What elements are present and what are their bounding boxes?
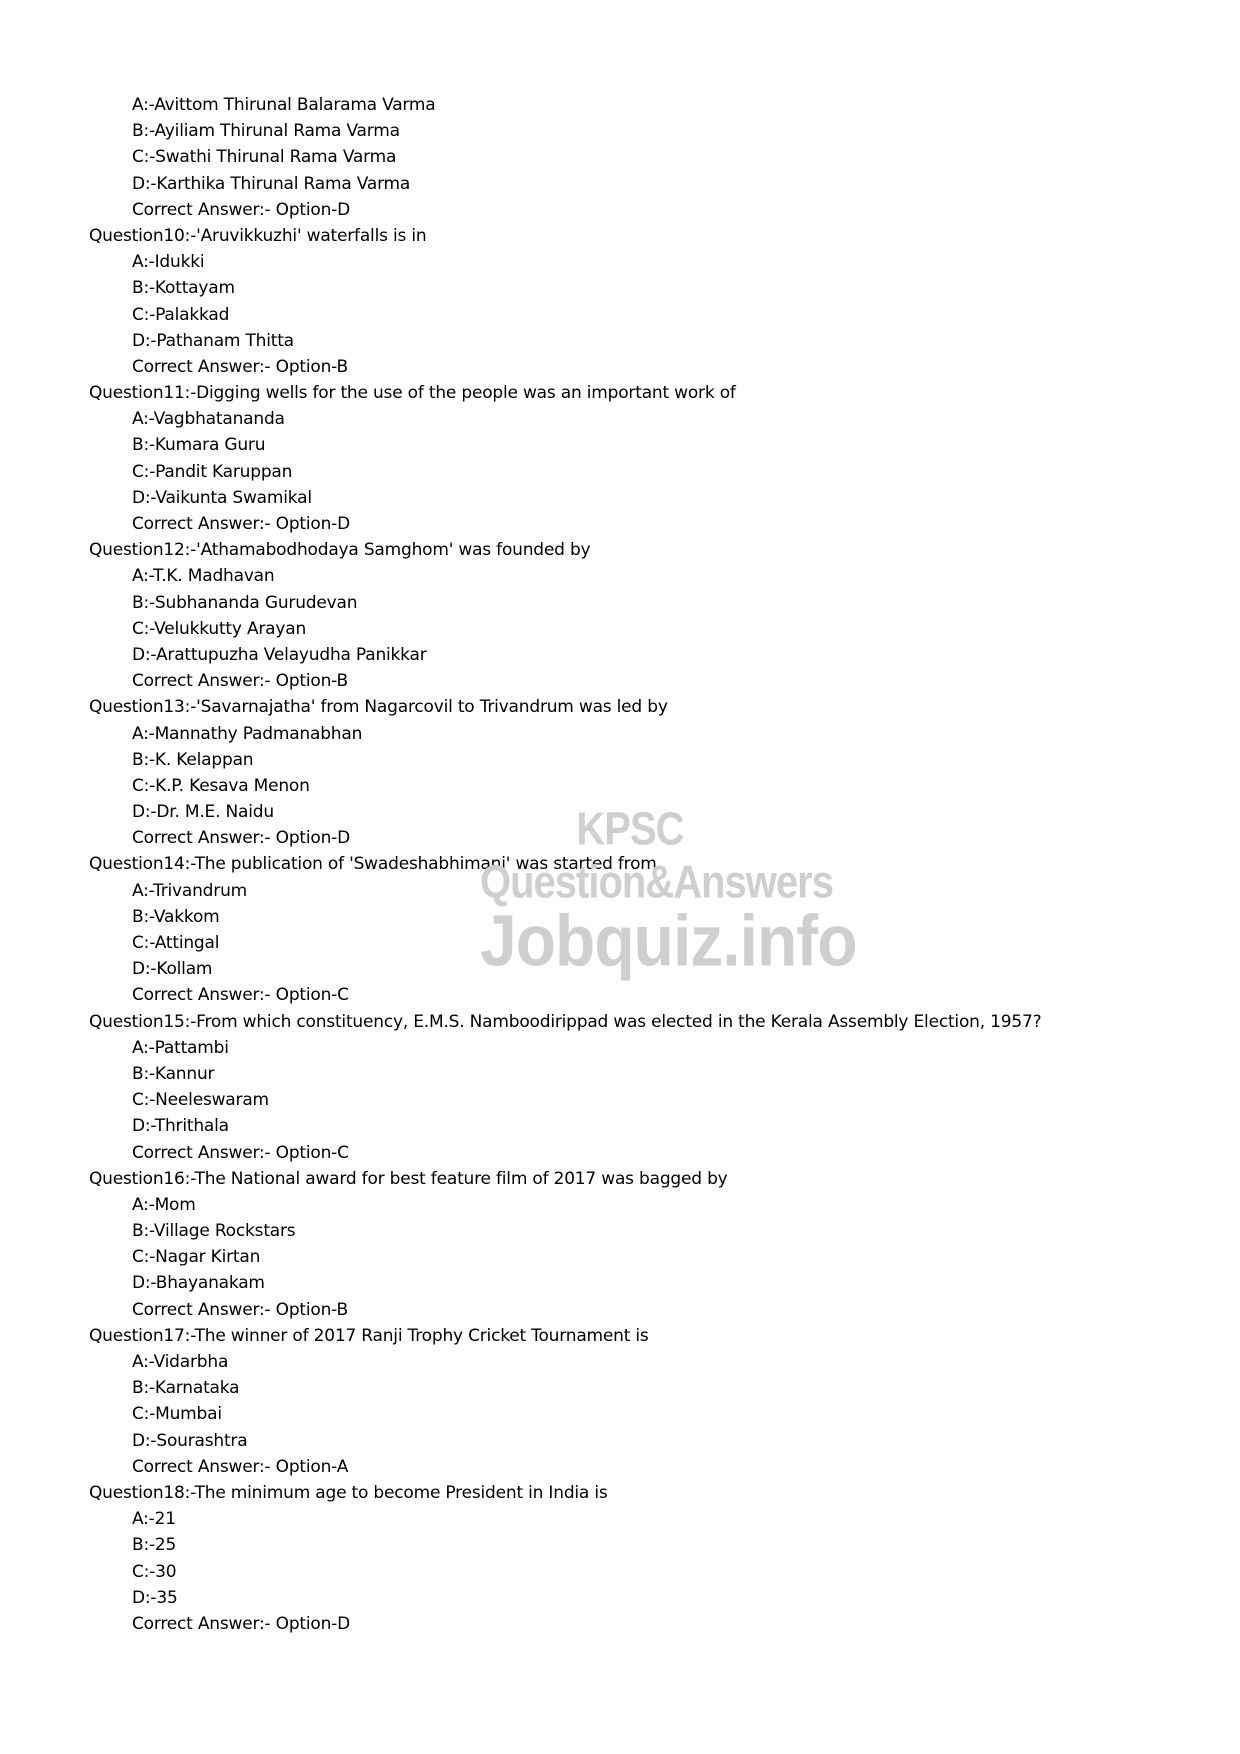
question-16: Question16:-The National award for best feature film of 2017 was bagged by <box>89 1168 728 1189</box>
question-sheet <box>0 92 1240 1637</box>
question-11-option-a: A:-Vagbhatananda <box>132 409 285 430</box>
question-13-correct-answer: Correct Answer:- Option-D <box>132 828 350 849</box>
watermark-line-2: Jobquiz.info <box>480 899 857 981</box>
continued-correct-answer: Correct Answer:- Option-D <box>132 199 350 220</box>
question-15-option-d: D:-Thrithala <box>132 1116 229 1137</box>
question-10-option-d: D:-Pathanam Thitta <box>132 330 294 351</box>
question-15-correct-answer: Correct Answer:- Option-C <box>132 1142 349 1163</box>
question-17-correct-answer: Correct Answer:- Option-A <box>132 1456 349 1477</box>
question-14-option-d: D:-Kollam <box>132 959 213 980</box>
question-13: Question13:-'Savarnajatha' from Nagarcovil to Trivandrum was led by <box>89 697 668 718</box>
question-11-correct-answer: Correct Answer:- Option-D <box>132 514 350 534</box>
question-13-option-d: D:-Dr. M.E. Naidu <box>132 802 274 823</box>
question-16-option-b: B:-Village Rockstars <box>132 1221 296 1242</box>
question-18-option-d: D:-35 <box>132 1587 178 1608</box>
question-12-option-b: B:-Subhananda Gurudevan <box>132 592 358 613</box>
question-11: Question11:-Digging wells for the use of the people was an important work of <box>89 383 736 404</box>
question-15: Question15:-From which constituency, E.M.S. Namboodirippad was elected in the Kerala Assembly Election, 1957? <box>89 1011 1042 1032</box>
question-18-option-a: A:-21 <box>132 1509 176 1530</box>
question-17-option-a: A:-Vidarbha <box>132 1352 229 1372</box>
question-17-option-d: D:-Sourashtra <box>132 1430 248 1451</box>
question-11-option-d: D:-Vaikunta Swamikal <box>132 487 312 508</box>
question-17-option-c: C:-Mumbai <box>132 1404 222 1425</box>
question-17-option-b: B:-Karnataka <box>132 1378 240 1399</box>
question-16-option-c: C:-Nagar Kirtan <box>132 1247 261 1268</box>
question-10-option-c: C:-Palakkad <box>132 304 230 325</box>
question-12-option-c: C:-Velukkutty Arayan <box>132 618 307 639</box>
question-18-correct-answer: Correct Answer:- Option-D <box>132 1613 350 1634</box>
question-13-option-a: A:-Mannathy Padmanabhan <box>132 723 363 744</box>
question-13-option-b: B:-K. Kelappan <box>132 749 254 770</box>
question-12: Question12:-'Athamabodhodaya Samghom' was founded by <box>89 540 591 561</box>
continued-option-b: B:-Ayiliam Thirunal Rama Varma <box>132 121 400 142</box>
question-16-correct-answer: Correct Answer:- Option-B <box>132 1299 348 1320</box>
question-18-option-b: B:-25 <box>132 1535 177 1556</box>
question-14-option-b: B:-Vakkom <box>132 906 220 927</box>
question-14: Question14:-The publication of 'Swadeshabhimani' was started from <box>89 854 657 875</box>
question-15-option-c: C:-Neeleswaram <box>132 1090 269 1111</box>
question-16-option-d: D:-Bhayanakam <box>132 1273 265 1294</box>
question-14-correct-answer: Correct Answer:- Option-C <box>132 985 349 1006</box>
question-10-correct-answer: Correct Answer:- Option-B <box>132 356 348 377</box>
question-15-option-a: A:-Pattambi <box>132 1037 229 1058</box>
question-14-option-c: C:-Attingal <box>132 933 220 953</box>
continued-option-a: A:-Avittom Thirunal Balarama Varma <box>132 95 436 115</box>
question-10: Question10:-'Aruvikkuzhi' waterfalls is in <box>89 225 427 246</box>
continued-option-d: D:-Karthika Thirunal Rama Varma <box>132 173 411 194</box>
continued-option-c: C:-Swathi Thirunal Rama Varma <box>132 147 397 168</box>
question-18: Question18:-The minimum age to become President in India is <box>89 1482 608 1503</box>
watermark-line-1: KPSC Question&Answers <box>480 804 833 908</box>
question-12-option-a: A:-T.K. Madhavan <box>132 566 275 587</box>
question-11-option-b: B:-Kumara Guru <box>132 435 266 456</box>
question-15-option-b: B:-Kannur <box>132 1063 215 1084</box>
question-13-option-c: C:-K.P. Kesava Menon <box>132 775 310 796</box>
question-16-option-a: A:-Mom <box>132 1194 196 1215</box>
question-11-option-c: C:-Pandit Karuppan <box>132 461 293 482</box>
question-10-option-a: A:-Idukki <box>132 252 205 273</box>
question-12-correct-answer: Correct Answer:- Option-B <box>132 671 348 692</box>
question-10-option-b: B:-Kottayam <box>132 278 235 299</box>
question-17: Question17:-The winner of 2017 Ranji Trophy Cricket Tournament is <box>89 1325 649 1346</box>
question-14-option-a: A:-Trivandrum <box>132 880 247 901</box>
question-18-option-c: C:-30 <box>132 1561 177 1582</box>
question-12-option-d: D:-Arattupuzha Velayudha Panikkar <box>132 644 427 665</box>
